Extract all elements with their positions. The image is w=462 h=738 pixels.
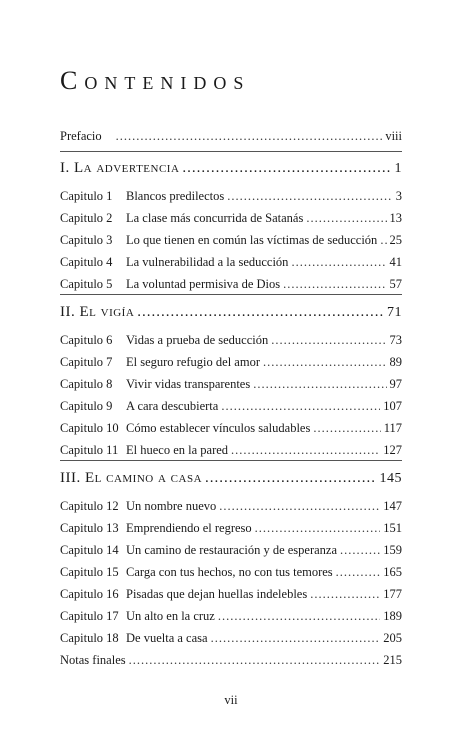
- chapter-label: Capitulo 4: [60, 255, 113, 269]
- chapter-page: 57: [389, 277, 402, 291]
- toc-entry: [60, 254, 402, 270]
- dot-leader: [291, 254, 386, 270]
- chapter-label: Capitulo 9: [60, 399, 113, 413]
- chapter-title: Pisadas que dejan huellas indelebles: [126, 587, 308, 601]
- dot-leader: [313, 420, 380, 436]
- toc-entry: [60, 586, 402, 602]
- chapter-label: Capitulo 1: [60, 189, 113, 203]
- chapter-title: Lo que tienen en común las víctimas de seducción: [126, 233, 378, 247]
- chapter-title: La vulnerabilidad a la seducción: [126, 255, 289, 269]
- dot-leader: [218, 608, 380, 624]
- chapter-label: Capitulo 16: [60, 587, 119, 601]
- dot-leader: [219, 498, 380, 514]
- chapter-page: 147: [383, 499, 402, 513]
- chapter-page: 73: [389, 333, 402, 347]
- chapter-page: 165: [383, 565, 402, 579]
- toc-entry: [60, 420, 402, 436]
- dot-leader: [205, 469, 376, 487]
- chapter-title: Un nombre nuevo: [126, 499, 217, 513]
- chapter-title: A cara descubierta: [126, 399, 219, 413]
- chapter-label: Capitulo 14: [60, 543, 119, 557]
- chapter-label: Capitulo 17: [60, 609, 119, 623]
- toc-entry: [60, 232, 402, 248]
- dot-leader: [271, 332, 386, 348]
- preface-page: viii: [385, 129, 402, 143]
- part-page: 145: [379, 471, 402, 486]
- toc-entry: [60, 442, 402, 458]
- dot-leader: [336, 564, 381, 580]
- toc-entry: [60, 188, 402, 204]
- part-heading: [60, 159, 402, 178]
- chapter-page: 151: [383, 521, 402, 535]
- chapter-page: 25: [389, 233, 402, 247]
- chapter-title: Blancos predilectos: [126, 189, 225, 203]
- chapter-title: Vivir vidas transparentes: [126, 377, 251, 391]
- chapter-label: Capitulo 6: [60, 333, 113, 347]
- toc-entry: [60, 608, 402, 624]
- toc-entry: [60, 564, 402, 580]
- chapter-label: Capitulo 11: [60, 443, 119, 457]
- toc-entry: [60, 332, 402, 348]
- dot-leader: [137, 303, 384, 321]
- toc-entry: [60, 498, 402, 514]
- chapter-page: 127: [383, 443, 402, 457]
- dot-leader: [255, 520, 381, 536]
- chapter-label: Capitulo 10: [60, 421, 119, 435]
- part-page: 71: [387, 305, 402, 320]
- part-heading: [60, 469, 402, 488]
- chapter-page: 89: [389, 355, 402, 369]
- dot-leader: [116, 128, 383, 144]
- chapter-label: Capitulo 13: [60, 521, 119, 535]
- chapter-title: Cómo establecer vínculos saludables: [126, 421, 311, 435]
- chapter-label: Capitulo 12: [60, 499, 119, 513]
- chapter-title: Carga con tus hechos, no con tus temores: [126, 565, 333, 579]
- chapter-title: Un camino de restauración y de esperanza: [126, 543, 338, 557]
- dot-leader: [263, 354, 387, 370]
- dot-leader: [380, 232, 386, 248]
- divider: [60, 151, 402, 152]
- chapter-page: 3: [395, 189, 402, 203]
- dot-leader: [283, 276, 386, 292]
- dot-leader: [182, 159, 391, 177]
- chapter-page: 107: [383, 399, 402, 413]
- chapter-page: 205: [383, 631, 402, 645]
- part-title: I. La advertencia: [60, 160, 180, 176]
- chapter-title: De vuelta a casa: [126, 631, 208, 645]
- toc-entry: [60, 630, 402, 646]
- dot-leader: [253, 376, 386, 392]
- chapter-page: 13: [389, 211, 402, 225]
- part-title: III. El camino a casa: [60, 470, 203, 486]
- chapter-title: Vidas a prueba de seducción: [126, 333, 269, 347]
- toc-entry: [60, 354, 402, 370]
- dot-leader: [129, 652, 381, 668]
- chapter-page: 159: [383, 543, 402, 557]
- chapter-title: La voluntad permisiva de Dios: [126, 277, 281, 291]
- notes-label: Notas finales: [60, 653, 126, 667]
- notes-page: 215: [383, 653, 402, 667]
- divider: [60, 294, 402, 295]
- chapter-page: 117: [383, 421, 402, 435]
- chapter-title: Un alto en la cruz: [126, 609, 215, 623]
- dot-leader: [231, 442, 380, 458]
- chapter-title: Emprendiendo el regreso: [126, 521, 252, 535]
- toc-entry: [60, 276, 402, 292]
- divider: [60, 460, 402, 461]
- dot-leader: [310, 586, 380, 602]
- chapter-page: 177: [383, 587, 402, 601]
- chapter-page: 97: [389, 377, 402, 391]
- dot-leader: [306, 210, 386, 226]
- chapter-label: Capitulo 7: [60, 355, 113, 369]
- toc-entry: [60, 210, 402, 226]
- chapter-title: El hueco en la pared: [126, 443, 229, 457]
- dot-leader: [221, 398, 380, 414]
- page-number: vii: [224, 693, 238, 707]
- part-page: 1: [394, 161, 402, 176]
- toc-entry: [60, 376, 402, 392]
- toc-entry: [60, 398, 402, 414]
- chapter-label: Capitulo 15: [60, 565, 119, 579]
- toc-entry: [60, 520, 402, 536]
- dot-leader: [227, 188, 393, 204]
- part-title: II. El vigía: [60, 304, 135, 320]
- part-heading: [60, 303, 402, 322]
- toc-entry-notes: [60, 652, 402, 668]
- chapter-label: Capitulo 18: [60, 631, 119, 645]
- toc-entry: [60, 542, 402, 558]
- chapter-title: El seguro refugio del amor: [126, 355, 260, 369]
- dot-leader: [211, 630, 381, 646]
- chapter-label: Capitulo 5: [60, 277, 113, 291]
- chapter-label: Capitulo 2: [60, 211, 113, 225]
- chapter-label: Capitulo 3: [60, 233, 113, 247]
- preface-label: Prefacio: [60, 129, 102, 143]
- chapter-label: Capitulo 8: [60, 377, 113, 391]
- dot-leader: [340, 542, 380, 558]
- chapter-page: 189: [383, 609, 402, 623]
- toc-entry-preface: [60, 128, 402, 144]
- chapter-title: La clase más concurrida de Satanás: [126, 211, 304, 225]
- chapter-page: 41: [389, 255, 402, 269]
- page-title: Contenidos: [60, 66, 251, 95]
